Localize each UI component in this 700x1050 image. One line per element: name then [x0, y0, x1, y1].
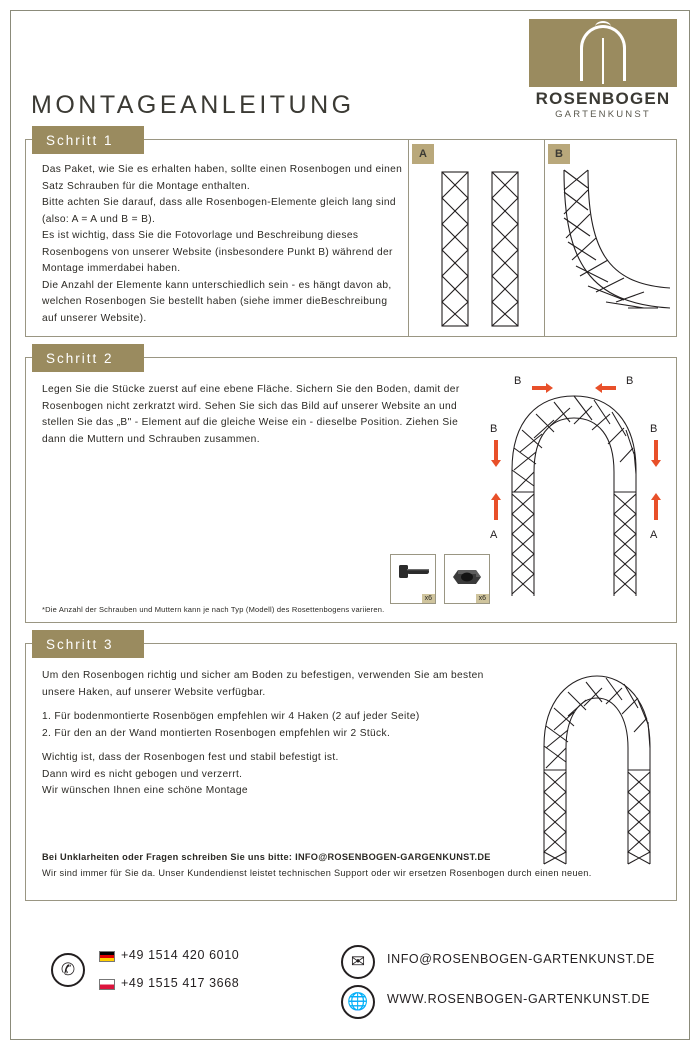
nut-count: x6 — [476, 594, 489, 603]
globe-icon: 🌐 — [341, 985, 375, 1019]
step-2-block — [25, 350, 677, 623]
brand-logo — [529, 19, 677, 87]
contact-note: Wir sind immer für Sie da. Unser Kundendienst leistet technischen Support oder wir ersetzen Rosenbogen durch einen neuen. — [42, 868, 592, 878]
divider — [408, 140, 409, 336]
step-3-paragraph-line-3: 2. Für den an der Wand montierten Rosenbogen empfehlen wir 2 Stück. — [42, 727, 391, 739]
step-3-paragraph-line-2: 1. Für bodenmontierte Rosenbögen empfehlen wir 4 Haken (2 auf jeder Seite) — [42, 711, 420, 722]
arch-assembly-diagram — [476, 374, 672, 604]
label-b-left: B — [490, 423, 498, 435]
flag-poland-icon — [99, 979, 115, 990]
bolt-count: x6 — [422, 594, 435, 603]
phone-icon: ✆ — [51, 953, 85, 987]
step-1-paragraph-line-2: Es ist wichtig, dass Sie die Fotovorlage und Beschreibung dieses Rosenbogens von unserer Website (insbesondere Punkt B) während der Montage immerdabei haben. — [42, 230, 393, 274]
curved-elements-diagram — [558, 168, 678, 330]
step-1-paragraph-line-0: Das Paket, wie Sie es erhalten haben, sollte einen Rosenbogen und einen Satz Schrauben für die Montage enthalten. — [42, 164, 403, 192]
straight-elements-diagram — [420, 168, 540, 330]
step-2-paragraph-line-0: Legen Sie die Stücke zuerst auf eine ebene Fläche. Sichern Sie den Boden, damit der Rosenbogen nicht zerkratzt wird. Sehen Sie sich das Bild auf unserer Website an und stellen Sie das „B" - Element auf die gleiche Weise ein - dieselbe Position. Ziehen Sie dann die Muttern und Schrauben zusammen. — [42, 384, 460, 445]
flag-germany-icon — [99, 951, 115, 962]
phone-de[interactable]: +49 1514 420 6010 — [121, 948, 240, 962]
step-3-paragraph-line-5: Wichtig ist, dass der Rosenbogen fest und stabil befestigt ist. — [42, 752, 339, 763]
website-url[interactable]: WWW.ROSENBOGEN-GARTENKUNST.DE — [387, 992, 651, 1006]
step-3-text — [42, 668, 494, 800]
panel-label-a: A — [412, 144, 434, 164]
email-address[interactable]: INFO@ROSENBOGEN-GARTENKUNST.DE — [387, 952, 655, 966]
step-2-text — [42, 382, 474, 448]
page-title: MONTAGEANLEITUNG — [31, 91, 355, 119]
step-1-paragraph-line-3: Die Anzahl der Elemente kann unterschiedlich sein - es hängt davon ab, welchen Rosenbogen Sie bestellt haben (siehe immer dieBeschreibung auf unserer Website). — [42, 279, 392, 324]
anchored-arch-diagram — [512, 660, 682, 868]
hardware-nut — [444, 554, 490, 604]
label-b-top-left: B — [514, 375, 522, 387]
envelope-icon: ✉ — [341, 945, 375, 979]
step-3-paragraph-line-0: Um den Rosenbogen richtig und sicher am Boden zu befestigen, verwenden Sie am besten unsere Haken, auf unserer Website verfügbar. — [42, 670, 484, 698]
step-2-tab: Schritt 2 — [32, 344, 144, 372]
step-2-footnote: *Die Anzahl der Schrauben und Muttern kann je nach Typ (Modell) des Rosettenbogens variieren. — [42, 605, 385, 614]
contact-email-line: Bei Unklarheiten oder Fragen schreiben Sie uns bitte: INFO@ROSENBOGEN-GARGENKUNST.DE — [42, 852, 491, 862]
step-1-paragraph-line-1: Bitte achten Sie darauf, dass alle Rosenbogen-Elemente gleich lang sind (also: A = A und B = B). — [42, 197, 396, 225]
step-3-tab: Schritt 3 — [32, 630, 144, 658]
panel-label-b: B — [548, 144, 570, 164]
hardware-bolt — [390, 554, 436, 604]
label-b-right: B — [650, 423, 658, 435]
label-a-right: A — [650, 529, 658, 541]
step-1-text — [42, 162, 404, 327]
step-1-tab: Schritt 1 — [32, 126, 144, 154]
arch-logo-icon — [580, 25, 626, 81]
step-3-paragraph-line-6: Dann wird es nicht gebogen und verzerrt. — [42, 768, 243, 780]
phone-pl[interactable]: +49 1515 417 3668 — [121, 976, 240, 990]
footer — [11, 931, 691, 1041]
divider — [544, 140, 545, 336]
step-3-paragraph-line-7: Wir wünschen Ihnen eine schöne Montage — [42, 785, 248, 796]
label-b-top-right: B — [626, 375, 634, 387]
brand-name: ROSENBOGEN — [535, 89, 671, 108]
step-3-block — [25, 636, 677, 901]
step-3-paragraph-line-1 — [42, 701, 494, 709]
step-3-paragraph-line-4 — [42, 742, 494, 750]
instruction-sheet — [10, 10, 690, 1040]
step-1-block — [25, 132, 677, 337]
brand-subtitle: GARTENKUNST — [555, 109, 651, 120]
label-a-left: A — [490, 529, 498, 541]
